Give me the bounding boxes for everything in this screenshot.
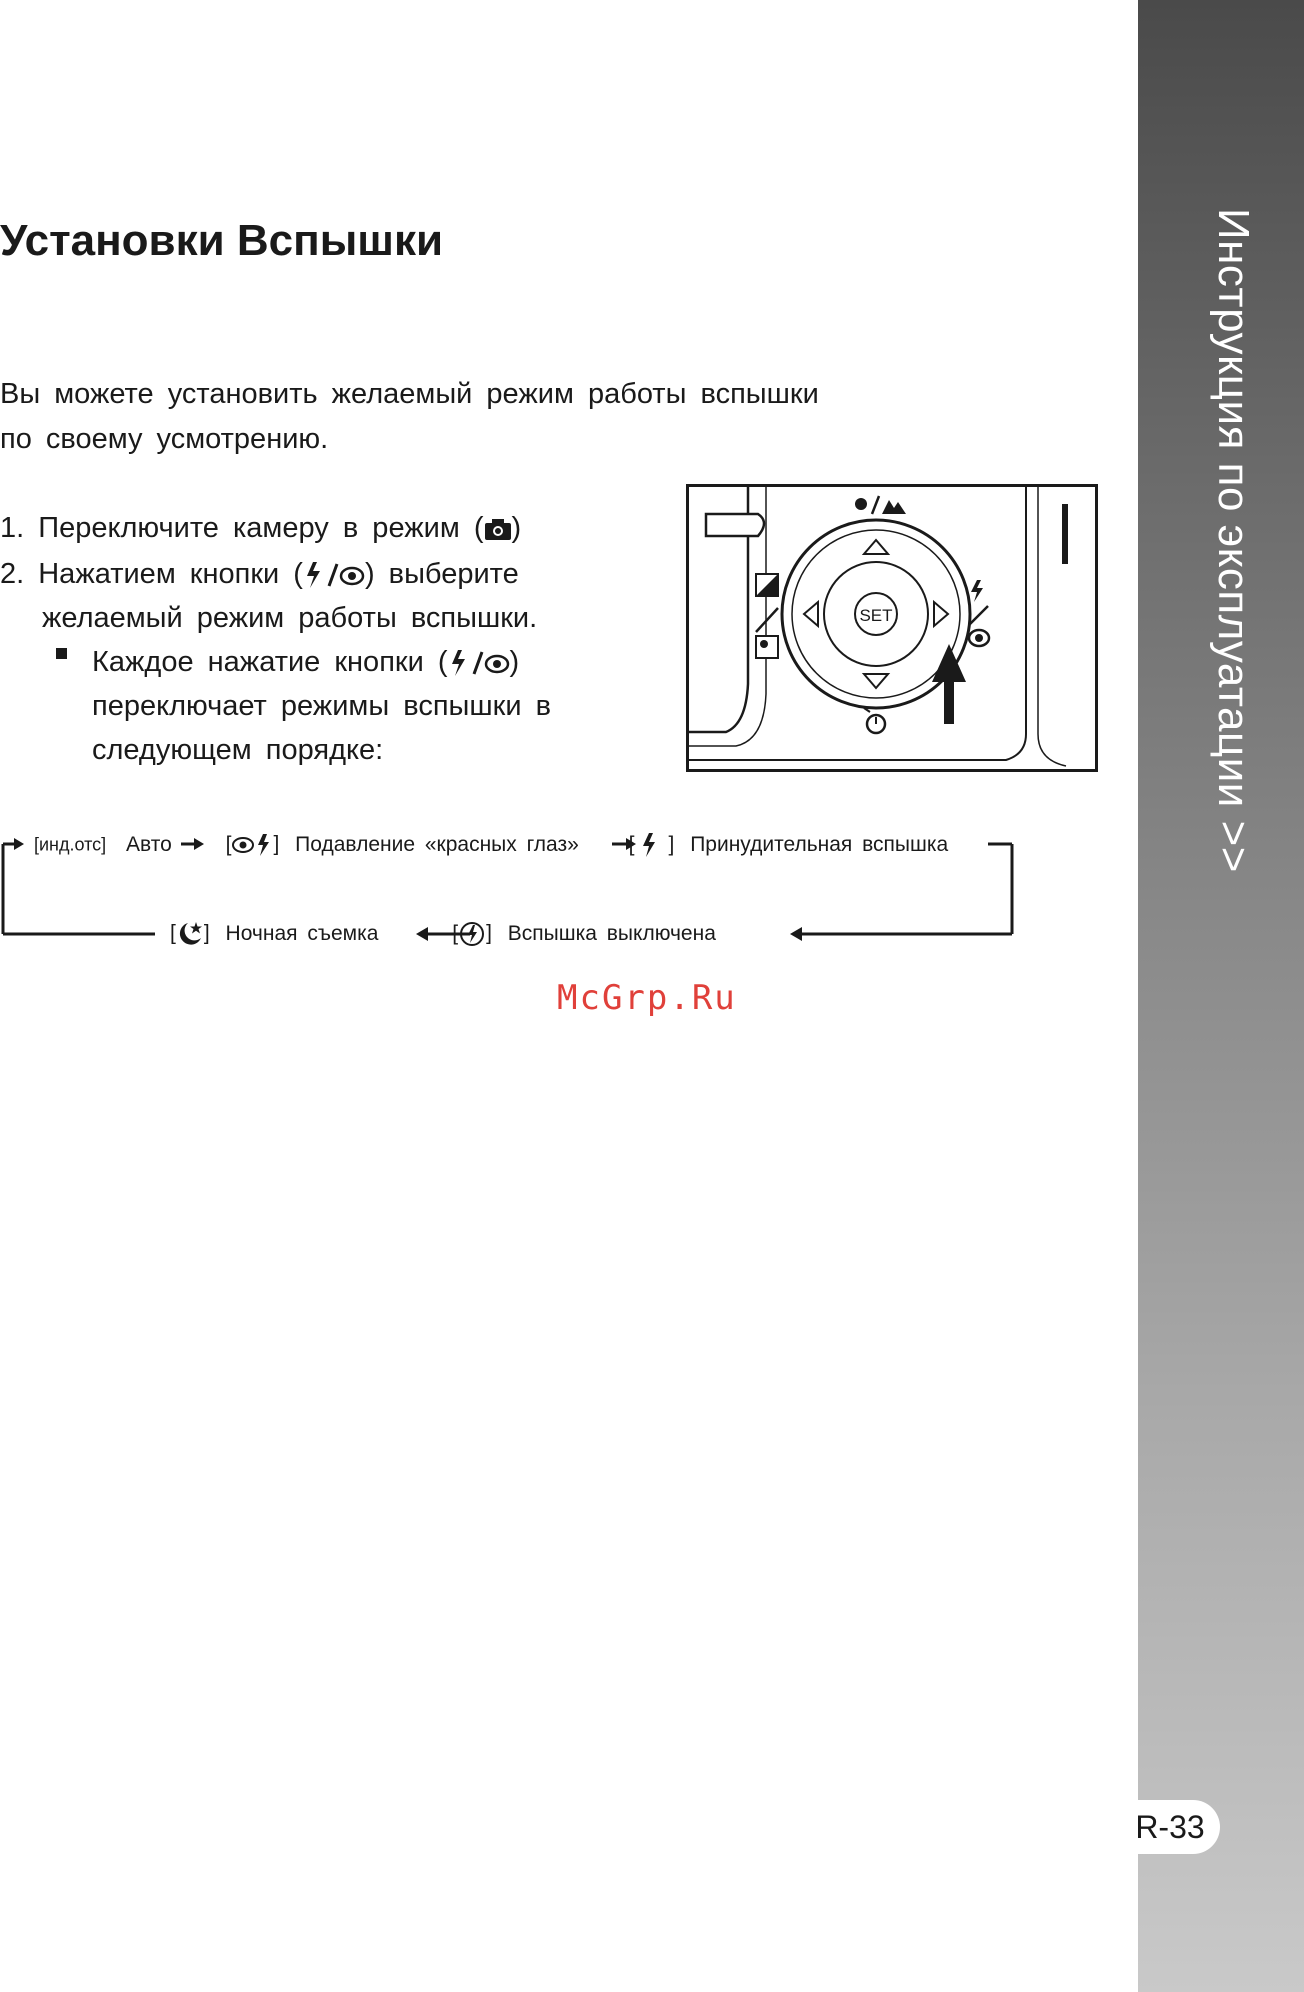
bullet-line-2: переключает режимы вспышки в bbox=[92, 690, 551, 722]
flow-night: Ночная съемка bbox=[225, 921, 379, 945]
step-2 bbox=[0, 552, 519, 596]
bullet-line-3: следующем порядке: bbox=[92, 734, 384, 766]
flow-forced: Принудительная вспышка bbox=[690, 832, 949, 856]
intro-line-1: Вы можете установить желаемый режим работы вспышки bbox=[0, 378, 819, 410]
flow-redeye: Подавление «красных глаз» bbox=[295, 832, 579, 856]
flow-row-top bbox=[34, 832, 948, 858]
flow-off: Вспышка выключена bbox=[507, 921, 716, 945]
flow-auto-tag: [инд.отс] bbox=[34, 834, 107, 855]
flash-redeye-icon bbox=[303, 560, 365, 590]
intro-line-2: по своему усмотрению. bbox=[0, 423, 329, 455]
flash-redeye-icon bbox=[448, 648, 510, 678]
watermark: McGrp.Ru bbox=[557, 978, 737, 1018]
intro-paragraph bbox=[0, 372, 940, 462]
redeye-flash-icon bbox=[231, 833, 273, 857]
set-button-label: SET bbox=[859, 606, 893, 625]
flow-night-bracket-r: ] bbox=[203, 921, 210, 945]
page-number: R-33 bbox=[1120, 1800, 1220, 1854]
step-1 bbox=[0, 506, 521, 550]
flow-night-bracket-l: [ bbox=[170, 921, 176, 945]
flow-row-bottom bbox=[170, 920, 716, 948]
bullet-marker bbox=[56, 648, 67, 659]
step-1-text: 1. Переключите камеру в режим ( bbox=[0, 512, 484, 544]
flash-off-icon bbox=[458, 920, 486, 948]
flow-off-bracket-l: [ bbox=[452, 921, 459, 945]
step-2-text: 2. Нажатием кнопки ( bbox=[0, 558, 303, 590]
step-1-close: ) bbox=[511, 512, 522, 544]
night-scene-icon bbox=[176, 920, 204, 948]
bullet-close: ) bbox=[509, 646, 520, 678]
forced-flash-icon bbox=[635, 832, 661, 858]
flow-auto: Авто bbox=[126, 832, 172, 856]
camera-icon bbox=[484, 517, 512, 541]
flow-redeye-bracket-l: [ bbox=[225, 832, 232, 856]
camera-back-illustration bbox=[686, 484, 1098, 772]
sidebar-title: Инструкция по эксплуатации >> bbox=[1209, 208, 1258, 873]
page-title: Установки Вспышки bbox=[0, 216, 444, 265]
bullet-line-1 bbox=[92, 640, 519, 684]
flow-off-bracket-r: ] bbox=[486, 921, 492, 945]
bullet-text-1: Каждое нажатие кнопки ( bbox=[92, 646, 448, 678]
flow-redeye-bracket-r: ] bbox=[273, 832, 280, 856]
step-2-tail: ) выберите bbox=[364, 558, 519, 590]
step-2-line-2: желаемый режим работы вспышки. bbox=[42, 602, 538, 634]
flow-forced-bracket-l: [ bbox=[628, 832, 635, 856]
flow-forced-bracket-r: ] bbox=[668, 832, 675, 856]
